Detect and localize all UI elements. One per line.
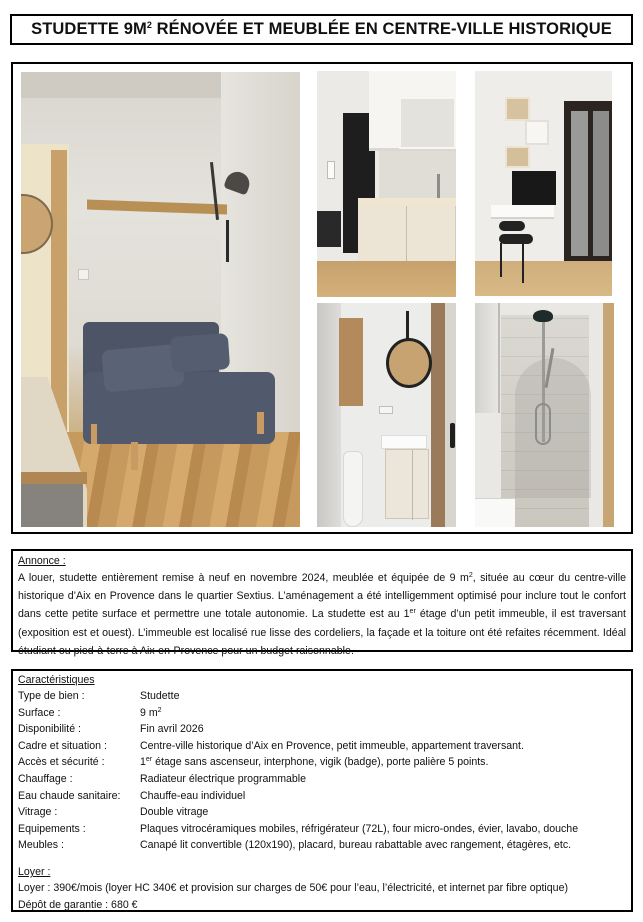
page-title	[31, 20, 612, 39]
annonce-text-part2: , située au cœur du centre-ville historique d’Aix en Provence dans le quartier Sextius. L’aménagement a été intelligemment optimisé pour inclure tout le confort dans cette petite surface et permettre une totale autonomie. La studette est au 1	[18, 572, 626, 621]
carac-value	[140, 754, 626, 771]
carac-row-equipements	[18, 821, 626, 838]
carac-label: Type de bien :	[18, 690, 85, 702]
shelf-icon	[87, 200, 227, 215]
carac-label: Meubles :	[18, 839, 64, 852]
photo-desk-area	[475, 71, 612, 296]
round-mirror-icon	[386, 338, 432, 388]
radiator-icon	[317, 211, 341, 247]
photo-shower	[475, 303, 614, 527]
carac-row-vitrage	[18, 804, 626, 821]
title-main: STUDETTE 9M	[31, 20, 147, 38]
loyer-title: Loyer :	[18, 865, 51, 878]
photo-living-room	[21, 72, 300, 527]
chair-icon	[499, 234, 533, 244]
carac-value-sup: er	[145, 756, 153, 764]
caracteristiques-title: Caractéristiques	[18, 674, 95, 686]
carac-label: Chauffage :	[18, 772, 73, 785]
annonce-text	[18, 569, 626, 660]
toilet-icon	[343, 451, 363, 527]
shower-head-icon	[533, 310, 553, 322]
carac-row-disponibilite	[18, 721, 626, 738]
photo-bathroom-sink	[317, 303, 456, 527]
carac-value	[140, 705, 626, 722]
carac-value: Double vitrage	[140, 806, 209, 819]
carac-value: Radiateur électrique programmable	[140, 772, 307, 785]
carac-value-text: étage sans ascenseur, interphone, vigik (badge), porte palière 5 points.	[152, 756, 489, 769]
carac-row-acces	[18, 754, 626, 771]
annonce-sup2: er	[409, 608, 416, 616]
title-superscript: 2	[146, 20, 152, 30]
carac-value-prefix: 1	[140, 756, 146, 769]
carac-label: Surface :	[18, 706, 61, 719]
annonce-text-part1: A louer, studette entièrement remise à neuf en novembre 2024, meublée et équipée de 9 m	[18, 572, 469, 584]
carac-value-text: 9 m	[140, 706, 158, 719]
carac-value-sup: 2	[157, 706, 162, 714]
title-rest: RÉNOVÉE ET MEUBLÉE EN CENTRE-VILLE HISTORIQUE	[151, 20, 612, 38]
carac-value: Canapé lit convertible (120x190), placard, bureau rabattable avec rangement, étagères, etc.	[140, 839, 572, 852]
carac-value: Centre-ville historique d’Aix en Provence, petit immeuble, appartement traversant.	[140, 739, 524, 752]
desk-icon	[491, 205, 554, 219]
title-box	[10, 14, 633, 45]
carac-value: Plaques vitrocéramiques mobiles, réfrigérateur (72L), four micro-ondes, évier, lavabo, douche	[140, 822, 579, 835]
sink-icon	[381, 435, 427, 449]
loyer-deposit: Dépôt de garantie : 680 €	[18, 898, 138, 911]
carac-label: Cadre et situation :	[18, 739, 107, 752]
annonce-section	[11, 549, 633, 657]
loyer-rent: Loyer : 390€/mois (loyer HC 340€ et provision sur charges de 50€ pour l’eau, l’électricité, et internet par fibre optique)	[18, 881, 568, 894]
carac-label: Disponibilité :	[18, 723, 82, 736]
annonce-sup1: 2	[468, 572, 473, 579]
annonce-text-part3: étage d’un petit immeuble, il est traversant (exposition est et ouest). L’immeuble est localisé rue lisse des cordeliers, la façade et la toiture ont été refaites récemment. Idéal étudiant ou pied-à-terre à Aix-en-Provence pour un budget raisonnable.	[18, 608, 627, 657]
carac-label: Vitrage :	[18, 806, 58, 819]
carac-label: Accès et sécurité :	[18, 756, 105, 769]
carac-value: Chauffe-eau individuel	[140, 789, 246, 802]
carac-row-eau-chaude	[18, 788, 626, 805]
carac-row-cadre	[18, 738, 626, 755]
carac-row-chauffage	[18, 771, 626, 788]
carac-value: Fin avril 2026	[140, 723, 204, 736]
photo-gallery	[11, 62, 633, 534]
carac-label: Equipements :	[18, 822, 86, 835]
faucet-icon	[437, 174, 440, 198]
annonce-title: Annonce :	[18, 555, 66, 567]
carac-row-meubles	[18, 837, 626, 854]
carac-value: Studette	[140, 690, 180, 702]
carac-row-type	[18, 688, 626, 705]
caracteristiques-section	[11, 669, 633, 912]
carac-label: Eau chaude sanitaire:	[18, 789, 121, 802]
photo-kitchenette	[317, 71, 456, 297]
carac-row-surface	[18, 705, 626, 722]
